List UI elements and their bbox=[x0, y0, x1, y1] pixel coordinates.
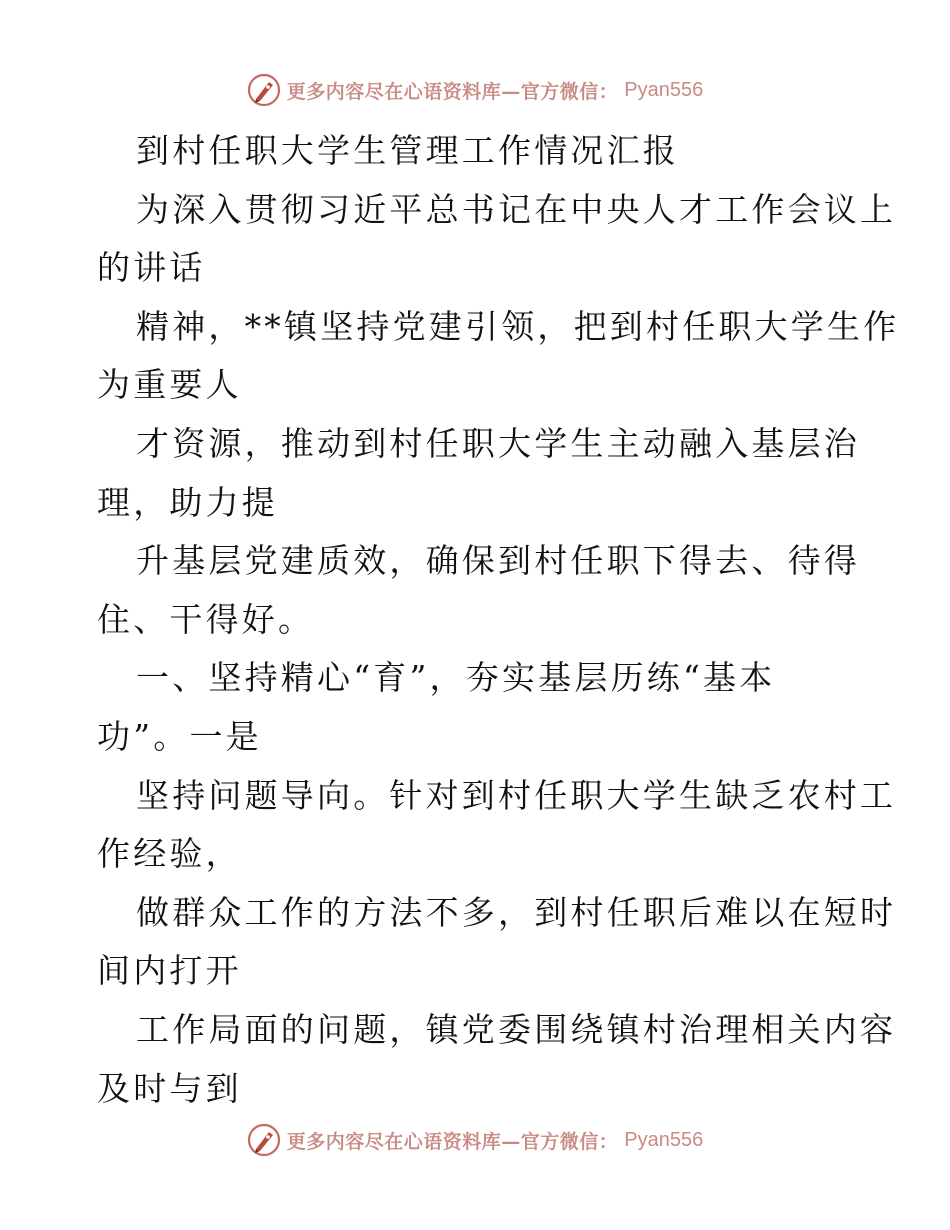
text-line: 坚持问题导向。针对到村任职大学生缺乏农村工 bbox=[136, 775, 897, 815]
watermark-text: 更多内容尽在心语资料库—官方微信： bbox=[286, 1130, 619, 1153]
document-body bbox=[97, 122, 900, 1118]
text-line: 做群众工作的方法不多，到村任职后难以在短时 bbox=[136, 892, 897, 932]
text-line: 的讲话 bbox=[97, 248, 206, 288]
pen-logo-icon bbox=[247, 1123, 281, 1157]
text-line: 为深入贯彻习近平总书记在中央人才工作会议上 bbox=[136, 189, 897, 229]
text-line: 理，助力提 bbox=[97, 482, 278, 522]
text-line: 住、干得好。 bbox=[97, 599, 315, 639]
text-line: 工作局面的问题，镇党委围绕镇村治理相关内容 bbox=[136, 1009, 897, 1049]
watermark-wechat-id: Pyan556 bbox=[624, 78, 704, 101]
text-line: 功”。一是 bbox=[97, 716, 262, 756]
text-line: 及时与到 bbox=[97, 1068, 242, 1108]
watermark-footer bbox=[0, 1120, 950, 1160]
section-heading: 一、坚持精心“育”，夯实基层历练“基本 bbox=[136, 658, 776, 698]
text-line: 精神，**镇坚持党建引领，把到村任职大学生作 bbox=[136, 306, 900, 346]
text-line: 才资源，推动到村任职大学生主动融入基层治 bbox=[136, 423, 860, 463]
watermark-header bbox=[0, 70, 950, 110]
text-line: 为重要人 bbox=[97, 365, 242, 405]
text-line: 升基层党建质效，确保到村任职下得去、待得 bbox=[136, 541, 860, 581]
text-line: 间内打开 bbox=[97, 951, 242, 991]
text-line: 作经验， bbox=[97, 834, 242, 874]
document-title: 到村任职大学生管理工作情况汇报 bbox=[136, 131, 679, 170]
watermark-wechat-id: Pyan556 bbox=[624, 1128, 704, 1151]
pen-logo-icon bbox=[247, 73, 281, 107]
watermark-text: 更多内容尽在心语资料库—官方微信： bbox=[286, 80, 619, 103]
